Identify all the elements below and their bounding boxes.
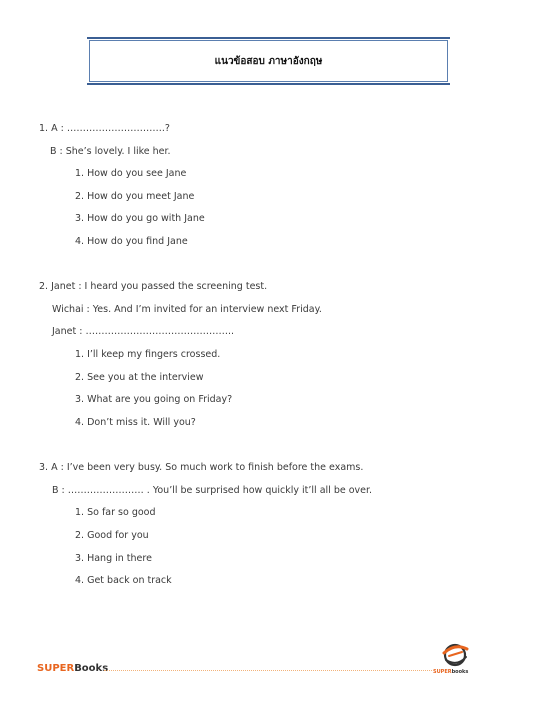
q3-prompt-b: B : …………………… . You’ll be surprised how quickly it’ll all be over. <box>52 485 373 496</box>
q3-option-2: 2. Good for you <box>75 530 149 541</box>
q2-option-4: 4. Don’t miss it. Will you? <box>75 417 196 428</box>
q1-option-4: 4. How do you find Jane <box>75 236 188 247</box>
q2-option-2: 2. See you at the interview <box>75 372 204 383</box>
title-box <box>89 40 448 82</box>
footer-brand <box>37 663 108 674</box>
q1-prompt-a: 1. A : ………………………….? <box>39 123 170 134</box>
q3-option-1: 1. So far so good <box>75 507 156 518</box>
q2-prompt-janet-blank: Janet : ……………………………………….. <box>52 326 234 337</box>
footer-brand-super: SUPER <box>37 663 75 674</box>
q2-prompt-wichai: Wichai : Yes. And I’m invited for an interview next Friday. <box>52 304 322 315</box>
footer-divider <box>104 670 432 671</box>
q1-option-2: 2. How do you meet Jane <box>75 191 195 202</box>
logo-text <box>433 669 468 675</box>
q1-prompt-b: B : She’s lovely. I like her. <box>50 146 171 157</box>
q2-option-3: 3. What are you going on Friday? <box>75 394 233 405</box>
q3-option-3: 3. Hang in there <box>75 553 152 564</box>
logo-text-books: books <box>451 669 469 675</box>
q1-option-1: 1. How do you see Jane <box>75 168 187 179</box>
q2-option-1: 1. I’ll keep my fingers crossed. <box>75 349 221 360</box>
page-title: แนวข้อสอบ ภาษาอังกฤษ <box>214 56 323 67</box>
q2-prompt-janet: 2. Janet : I heard you passed the screening test. <box>39 281 268 292</box>
q3-prompt-a: 3. A : I’ve been very busy. So much work to finish before the exams. <box>39 462 364 473</box>
q1-option-3: 3. How do you go with Jane <box>75 213 205 224</box>
footer-brand-books: Books <box>74 663 109 674</box>
q3-option-4: 4. Get back on track <box>75 575 172 586</box>
logo-text-super: SUPER <box>433 669 452 675</box>
